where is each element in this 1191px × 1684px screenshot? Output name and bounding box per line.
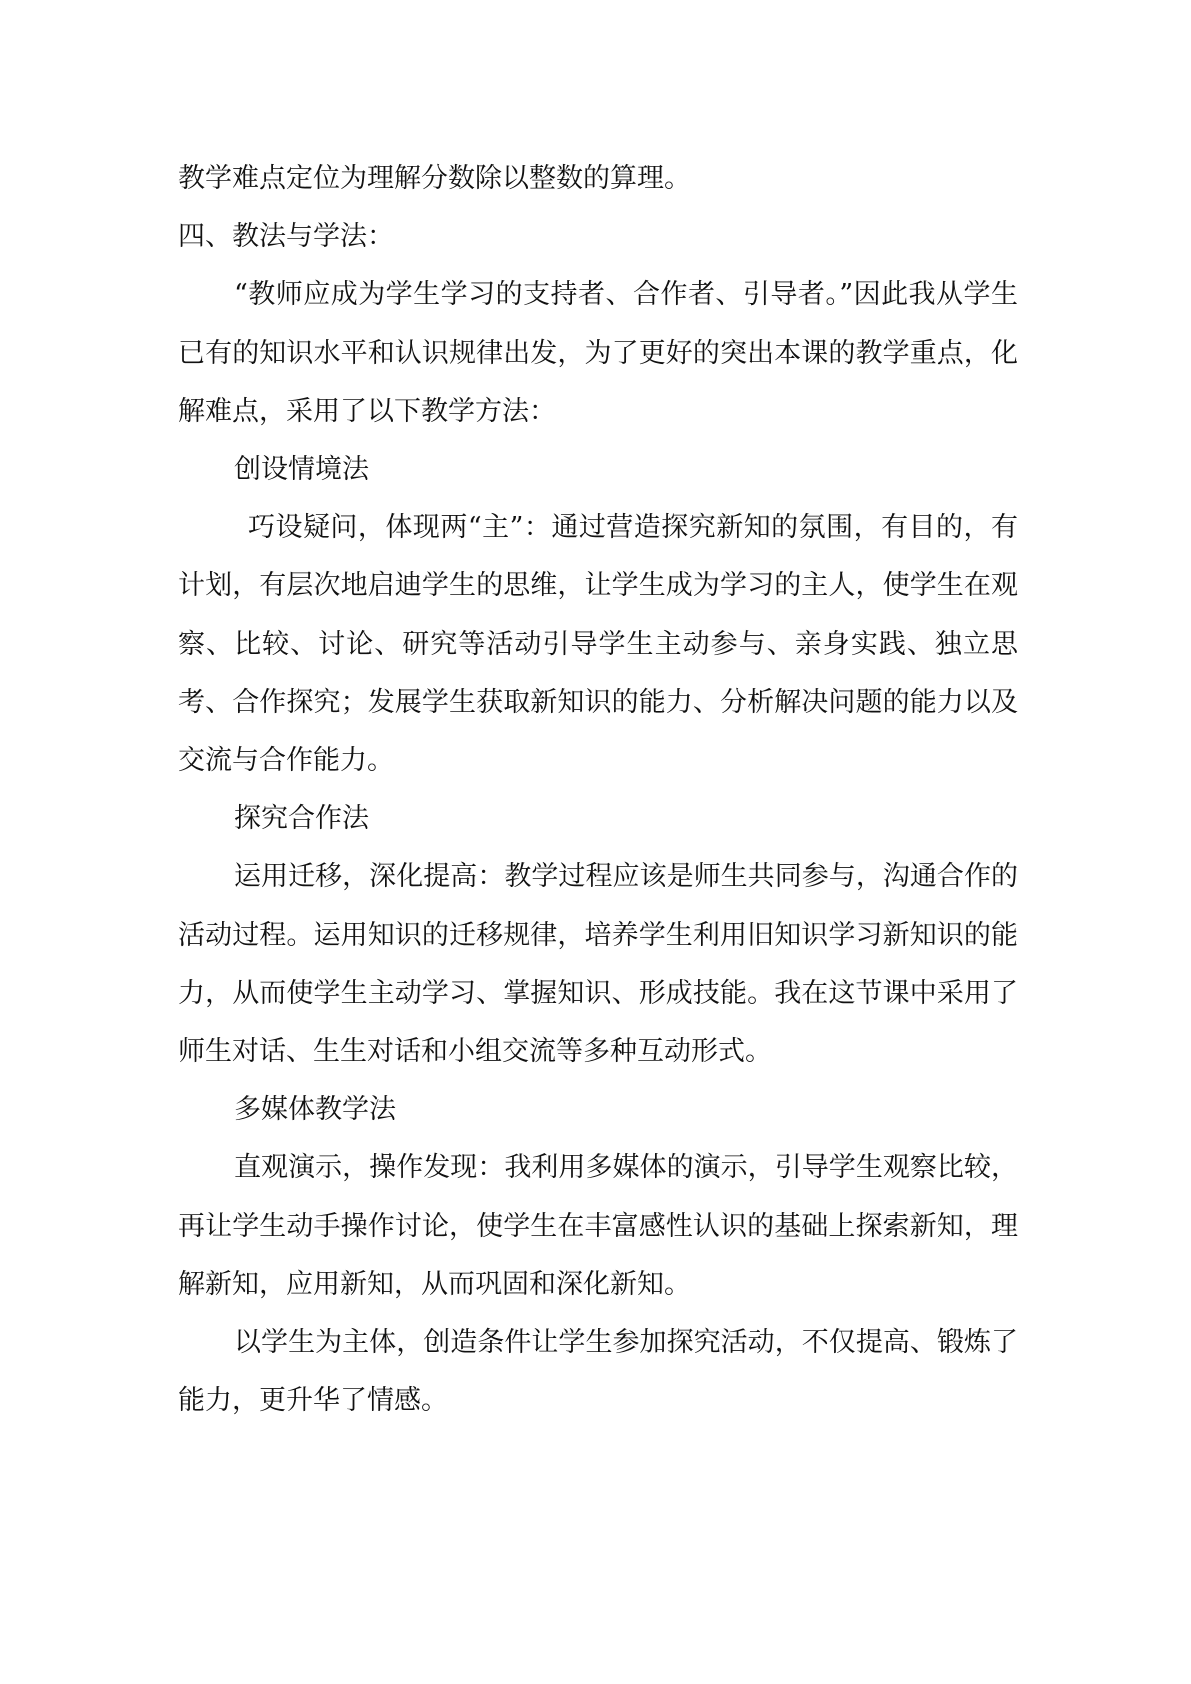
paragraph-intro-quote: “教师应成为学生学习的支持者、合作者、引导者。”因此我从学生已有的知识水平和认识规律出发，为了更好的突出本课的教学重点，化解难点，采用了以下教学方法： [178,279,1018,427]
document-body [178,150,1018,1430]
section-heading-methods: 四、教法与学法： [178,221,394,253]
paragraph-situation: 巧设疑问，体现两“主”：通过营造探究新知的氛围，有目的，有计划，有层次地启迪学生的思维，让学生成为学习的主人，使学生在观察、比较、讨论、研究等活动引导学生主动参与、亲身实践、独立思考、合作探究；发展学生获取新知识的能力、分析解决问题的能力以及交流与合作能力。 [178,512,1018,777]
method-heading-situation: 创设情境法 [234,454,369,486]
method-heading-inquiry: 探究合作法 [234,803,369,835]
paragraph-conclusion: 以学生为主体，创造条件让学生参加探究活动，不仅提高、锻炼了能力，更升华了情感。 [178,1327,1018,1417]
method-heading-multimedia: 多媒体教学法 [234,1094,396,1126]
paragraph-difficulty: 教学难点定位为理解分数除以整数的算理。 [178,163,691,194]
paragraph-multimedia: 直观演示，操作发现：我利用多媒体的演示，引导学生观察比较，再让学生动手操作讨论，使学生在丰富感性认识的基础上探索新知，理解新知，应用新知，从而巩固和深化新知。 [178,1152,1018,1300]
paragraph-inquiry: 运用迁移，深化提高：教学过程应该是师生共同参与，沟通合作的活动过程。运用知识的迁移规律，培养学生利用旧知识学习新知识的能力，从而使学生主动学习、掌握知识、形成技能。我在这节课中采用了师生对话、生生对话和小组交流等多种互动形式。 [178,861,1018,1068]
